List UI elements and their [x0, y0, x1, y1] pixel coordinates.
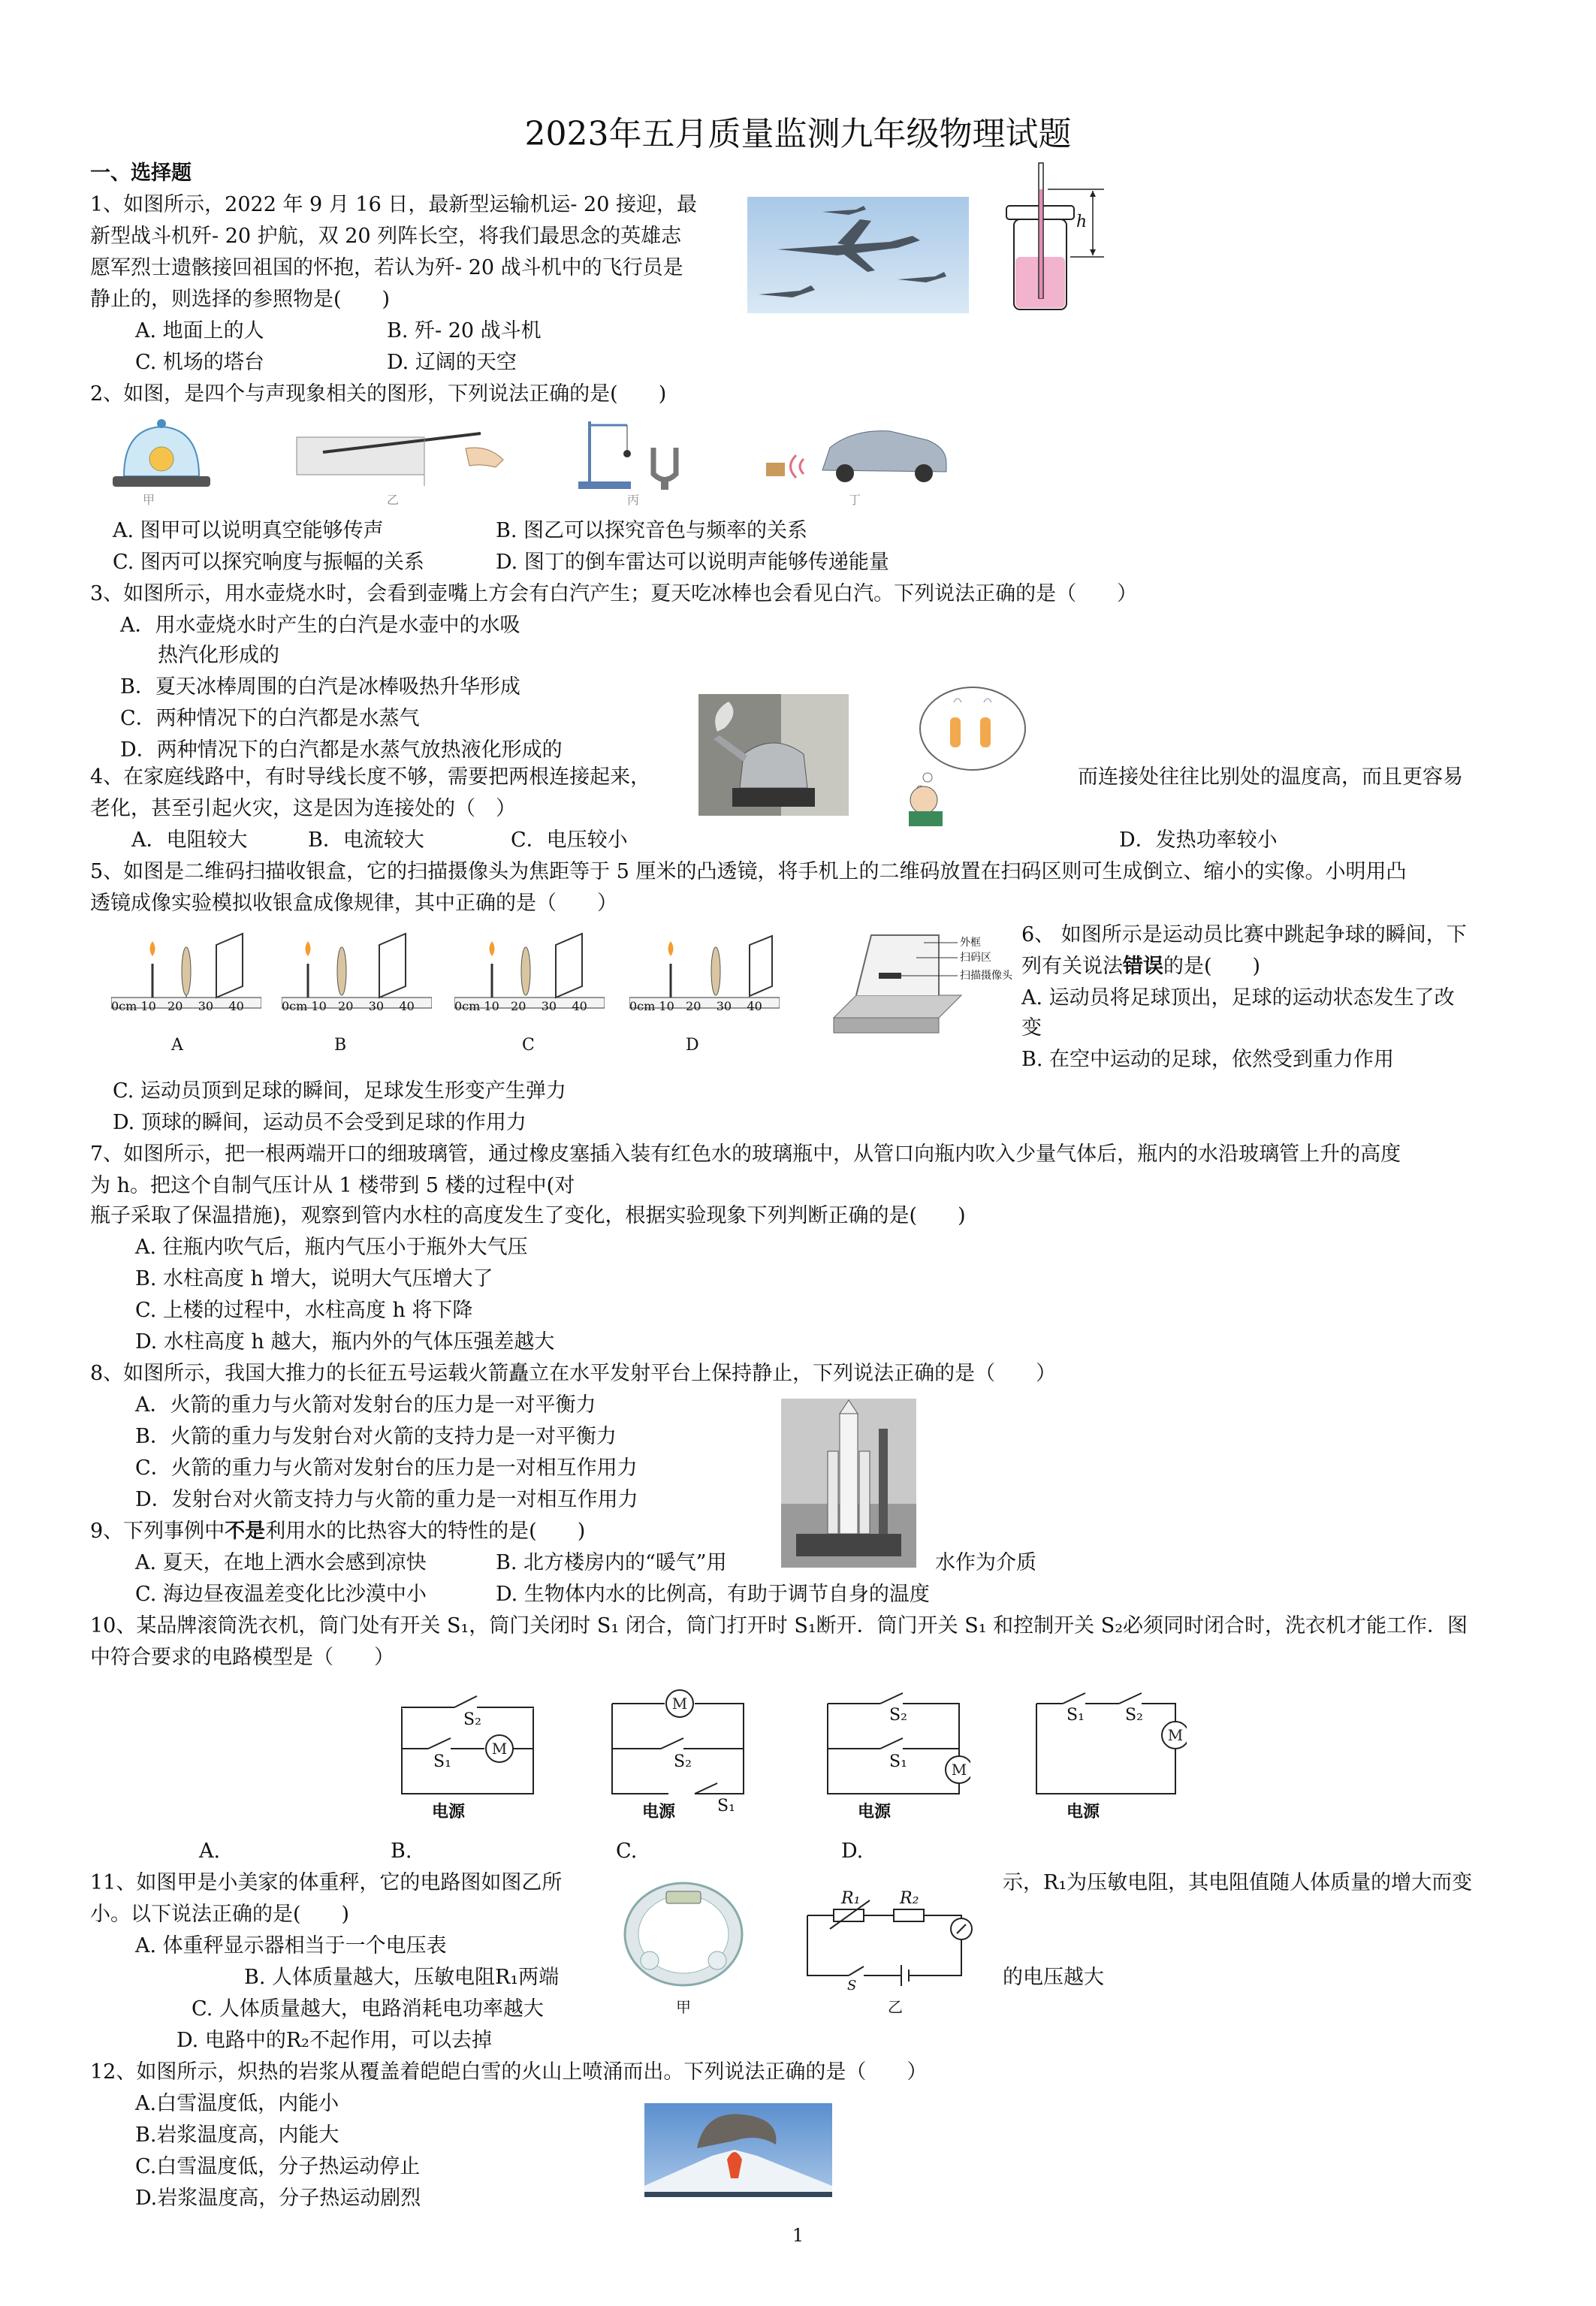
q11-circuit-figure	[804, 1889, 984, 2016]
q7-option-c[interactable]: C. 上楼的过程中，水柱高度 h 将下降	[135, 1299, 473, 1322]
q12-option-a[interactable]: A.白雪温度低，内能小	[135, 2092, 339, 2115]
q10-option-c[interactable]: C.	[616, 1840, 638, 1863]
q7-option-a[interactable]: A. 往瓶内吹气后，瓶内气压小于瓶外大气压	[135, 1236, 528, 1259]
q3-boy-icecream-figure	[890, 680, 1029, 826]
q11-option-a[interactable]: A. 体重秤显示器相当于一个电压表	[135, 1934, 447, 1957]
q12-option-b[interactable]: B.岩浆温度高，内能大	[135, 2123, 339, 2147]
section-heading: 一、选择题	[90, 161, 192, 185]
q10-circuit-d	[1029, 1681, 1187, 1822]
q6-option-a-line1[interactable]: A. 运动员将足球顶出，足球的运动状态发生了改	[1021, 986, 1455, 1010]
q5-box-label-scan-area: 扫码区	[960, 952, 991, 964]
q4-line1b: 而连接处往往比别处的温度高，而且更容易	[1078, 765, 1463, 789]
q9-option-b-tail[interactable]: 水作为介质	[935, 1551, 1036, 1574]
q2-option-d[interactable]: D. 图丁的倒车雷达可以说明声能够传递能量	[496, 551, 889, 574]
q4-option-d[interactable]: D．发热功率较小	[1119, 829, 1278, 852]
q12-option-c[interactable]: C.白雪温度低，分子热运动停止	[135, 2155, 421, 2178]
q1-option-b[interactable]: B. 歼- 20 战斗机	[387, 319, 542, 343]
q11-line1b: 示，R₁为压敏电阻，其电阻值随人体质量的增大而变	[1003, 1871, 1473, 1894]
q2-option-a[interactable]: A. 图甲可以说明真空能够传声	[113, 519, 384, 542]
q1-line2: 新型战斗机歼- 20 护航，双 20 列阵长空，将我们最思念的英雄志	[90, 225, 682, 248]
q5-ruler-c: 0cm 10 20 30 40	[454, 999, 587, 1013]
q11-option-c[interactable]: C. 人体质量越大，电路消耗电功率越大	[192, 1997, 544, 2021]
q1-jets-photo	[747, 197, 969, 313]
q5-box-label-camera: 扫描摄像头	[960, 970, 1012, 982]
q10-circuit-a	[394, 1681, 545, 1822]
q12-option-d[interactable]: D.岩浆温度高，分子热运动剧烈	[135, 2187, 421, 2210]
q10-a-s2: S₂	[463, 1710, 481, 1729]
q1-option-d[interactable]: D. 辽阔的天空	[387, 351, 517, 374]
q11-r2-label: R₂	[900, 1889, 919, 1908]
q10-c-s1: S₁	[889, 1752, 907, 1771]
q9-option-d[interactable]: D. 生物体内水的比例高，有助于调节自身的温度	[496, 1583, 930, 1606]
q11-label-yi: 乙	[888, 1998, 903, 2016]
q11-line2: 小。以下说法正确的是( )	[90, 1903, 350, 1926]
q1-option-c[interactable]: C. 机场的塔台	[135, 351, 264, 374]
q10-option-b[interactable]: B.	[391, 1840, 412, 1863]
q2-label-jia: 甲	[143, 493, 155, 507]
q1-line4: 静止的，则选择的参照物是( )	[90, 288, 391, 311]
q3-kettle-photo	[698, 694, 849, 816]
q3-option-a-line1[interactable]: A．用水壶烧水时产生的白汽是水壶中的水吸	[120, 614, 520, 637]
q2-option-b[interactable]: B. 图乙可以探究音色与频率的关系	[496, 519, 808, 542]
q9-option-b[interactable]: B. 北方楼房内的“暖气”用	[496, 1551, 727, 1574]
q4-option-a[interactable]: A．电阻较大	[131, 829, 248, 852]
q5-ruler-d: 0cm 10 20 30 40	[629, 999, 762, 1013]
q3-option-c[interactable]: C．两种情况下的白汽都是水蒸气	[120, 707, 420, 730]
page-title: 2023年五月质量监测九年级物理试题	[524, 115, 1072, 153]
q7-line2: 为 h。把这个自制气压计从 1 楼带到 5 楼的过程中(对	[90, 1174, 575, 1197]
q11-line1a: 11、如图甲是小美家的体重秤，它的电路图如图乙所	[90, 1871, 563, 1894]
q5-scanner-box-figure	[826, 928, 1021, 1040]
q11-option-b-tail[interactable]: 的电压越大	[1003, 1966, 1104, 1989]
q10-b-s1: S₁	[717, 1797, 735, 1816]
q2-car-radar-figure	[762, 418, 954, 507]
q4-line2: 老化，甚至引起火灾，这是因为连接处的（ ）	[90, 797, 516, 820]
q2-ruler-figure	[293, 422, 511, 507]
q11-label-jia: 甲	[676, 1998, 691, 2016]
q11-option-b[interactable]: B. 人体质量越大，压敏电阻R₁两端	[244, 1966, 560, 1989]
q5-line1: 5、如图是二维码扫描收银盒，它的扫描摄像头为焦距等于 5 厘米的凸透镜，将手机上的二维码放置在扫码区则可生成倒立、缩小的实像。小明用凸	[90, 860, 1407, 883]
q10-line2: 中符合要求的电路模型是（ ）	[90, 1646, 394, 1669]
q2-stem: 2、如图，是四个与声现象相关的图形，下列说法正确的是( )	[90, 382, 667, 406]
q8-option-a[interactable]: A．火箭的重力与火箭对发射台的压力是一对平衡力	[135, 1393, 596, 1417]
q5-line2: 透镜成像实验模拟收银盒成像规律，其中正确的是（ ）	[90, 892, 617, 915]
q10-b-s2: S₂	[674, 1752, 692, 1771]
page-number: 1	[792, 2225, 804, 2246]
q11-switch-label: S	[847, 1978, 857, 1994]
q3-stem: 3、如图所示，用水壶烧水时，会看到壶嘴上方会有白汽产生；夏天吃冰棒也会看见白汽。下列说法正确的是（ ）	[90, 582, 1138, 605]
q10-c-source: 电源	[858, 1802, 892, 1822]
q10-a-s1: S₁	[433, 1752, 451, 1771]
q2-label-ding: 丁	[849, 493, 861, 507]
q6-option-a-line2[interactable]: 变	[1021, 1016, 1042, 1040]
q10-b-motor-label: M	[671, 1695, 688, 1713]
q5-lens-figure-a	[111, 922, 261, 1055]
q5-label-c: C	[522, 1036, 535, 1055]
q7-option-b[interactable]: B. 水柱高度 h 增大，说明大气压增大了	[135, 1267, 493, 1290]
q11-option-d[interactable]: D. 电路中的R₂不起作用，可以去掉	[176, 2029, 493, 2052]
q7-h-label: h	[1076, 213, 1088, 231]
q10-d-s2: S₂	[1125, 1706, 1143, 1725]
q9-option-c[interactable]: C. 海边昼夜温差变化比沙漠中小	[135, 1583, 427, 1606]
q2-bell-jar-figure	[105, 418, 218, 507]
q3-option-a-line2[interactable]: 热汽化形成的	[158, 644, 279, 667]
q11-scale-figure	[620, 1878, 747, 2016]
q12-stem: 12、如图所示，炽热的岩浆从覆盖着皑皑白雪的火山上喷涌而出。下列说法正确的是（ ）	[90, 2060, 928, 2084]
q2-option-c[interactable]: C. 图丙可以探究响度与振幅的关系	[113, 551, 424, 574]
q9-stem: 9、下列事例中不是利用水的比热容大的特性的是( )	[90, 1520, 586, 1543]
q8-stem: 8、如图所示，我国大推力的长征五号运载火箭矗立在水平发射平台上保持静止，下列说法正确的是（ ）	[90, 1362, 1057, 1385]
q8-option-c[interactable]: C．火箭的重力与火箭对发射台的压力是一对相互作用力	[135, 1456, 638, 1480]
q5-lens-figure-b	[282, 922, 432, 1055]
q5-ruler-b: 0cm 10 20 30 40	[282, 999, 415, 1013]
q11-r1-label: R₁	[841, 1889, 861, 1908]
q10-d-s1: S₁	[1067, 1706, 1085, 1725]
q5-label-d: D	[686, 1036, 699, 1055]
q1-option-a[interactable]: A. 地面上的人	[135, 319, 264, 343]
q2-label-yi: 乙	[387, 493, 400, 507]
q4-line1a: 4、在家庭线路中，有时导线长度不够，需要把两根连接起来，	[90, 765, 651, 789]
q6-line1: 6、 如图所示是运动员比赛中跳起争球的瞬间，下	[1021, 923, 1467, 946]
q7-line1: 7、如图所示，把一根两端开口的细玻璃管，通过橡皮塞插入装有红色水的玻璃瓶中，从管口向瓶内吹入少量气体后，瓶内的水沿玻璃管上升的高度	[90, 1142, 1401, 1166]
q10-circuit-c	[820, 1681, 970, 1822]
q1-line3: 愿军烈士遗骸接回祖国的怀抱，若认为歼- 20 战斗机中的飞行员是	[90, 256, 683, 279]
q7-option-d[interactable]: D. 水柱高度 h 越大，瓶内外的气体压强差越大	[135, 1330, 555, 1354]
q10-circuit-b	[605, 1681, 755, 1822]
q10-c-motor-label: M	[951, 1761, 967, 1779]
q6-line2: 列有关说法错误的是( )	[1021, 955, 1261, 978]
q5-box-label-frame: 外框	[960, 937, 981, 949]
q7-barometer-figure	[980, 159, 1119, 313]
q2-label-bing: 丙	[627, 493, 640, 507]
q5-lens-figure-d	[629, 922, 780, 1055]
q8-option-b[interactable]: B．火箭的重力与发射台对火箭的支持力是一对平衡力	[135, 1425, 617, 1448]
q1-line1: 1、如图所示，2022 年 9 月 16 日，最新型运输机运- 20 接迎，最	[90, 193, 697, 216]
q6-option-d[interactable]: D. 顶球的瞬间，运动员不会受到足球的作用力	[113, 1111, 526, 1134]
q8-option-d[interactable]: D．发射台对火箭支持力与火箭的重力是一对相互作用力	[135, 1488, 638, 1511]
q10-d-motor-label: M	[1167, 1726, 1184, 1744]
q3-option-b[interactable]: B．夏天冰棒周围的白汽是冰棒吸热升华形成	[120, 675, 520, 699]
q5-ruler-a: 0cm 10 20 30 40	[111, 999, 244, 1013]
q10-line1: 10、某品牌滚筒洗衣机，筒门处有开关 S₁，筒门关闭时 S₁ 闭合，筒门打开时 S₁断开．筒门开关 S₁ 和控制开关 S₂必须同时闭合时，洗衣机才能工作．图	[90, 1614, 1468, 1637]
q4-option-c[interactable]: C．电压较小	[511, 829, 628, 852]
q10-a-motor-label: M	[491, 1740, 508, 1758]
q2-tuning-fork-figure	[575, 418, 702, 507]
q10-a-source: 电源	[432, 1802, 466, 1822]
q10-option-d[interactable]: D.	[841, 1840, 864, 1863]
q10-option-a[interactable]: A.	[199, 1840, 221, 1863]
q12-volcano-photo	[644, 2103, 832, 2197]
q8-rocket-photo	[781, 1399, 916, 1568]
q10-b-source: 电源	[642, 1802, 676, 1822]
q6-option-c[interactable]: C. 运动员顶到足球的瞬间，足球发生形变产生弹力	[113, 1079, 566, 1103]
q7-line3: 瓶子采取了保温措施)，观察到管内水柱的高度发生了变化，根据实验现象下列判断正确的是( )	[90, 1204, 966, 1227]
q4-option-b[interactable]: B．电流较大	[308, 829, 424, 852]
q10-d-source: 电源	[1067, 1802, 1100, 1822]
q10-c-s2: S₂	[889, 1706, 907, 1725]
q6-option-b[interactable]: B. 在空中运动的足球，依然受到重力作用	[1021, 1048, 1395, 1071]
q3-option-d[interactable]: D．两种情况下的白汽都是水蒸气放热液化形成的	[120, 738, 563, 762]
q5-lens-figure-c	[454, 922, 605, 1055]
q5-label-a: A	[171, 1036, 183, 1055]
q5-label-b: B	[334, 1036, 347, 1055]
q9-option-a[interactable]: A. 夏天，在地上洒水会感到凉快	[135, 1551, 427, 1574]
